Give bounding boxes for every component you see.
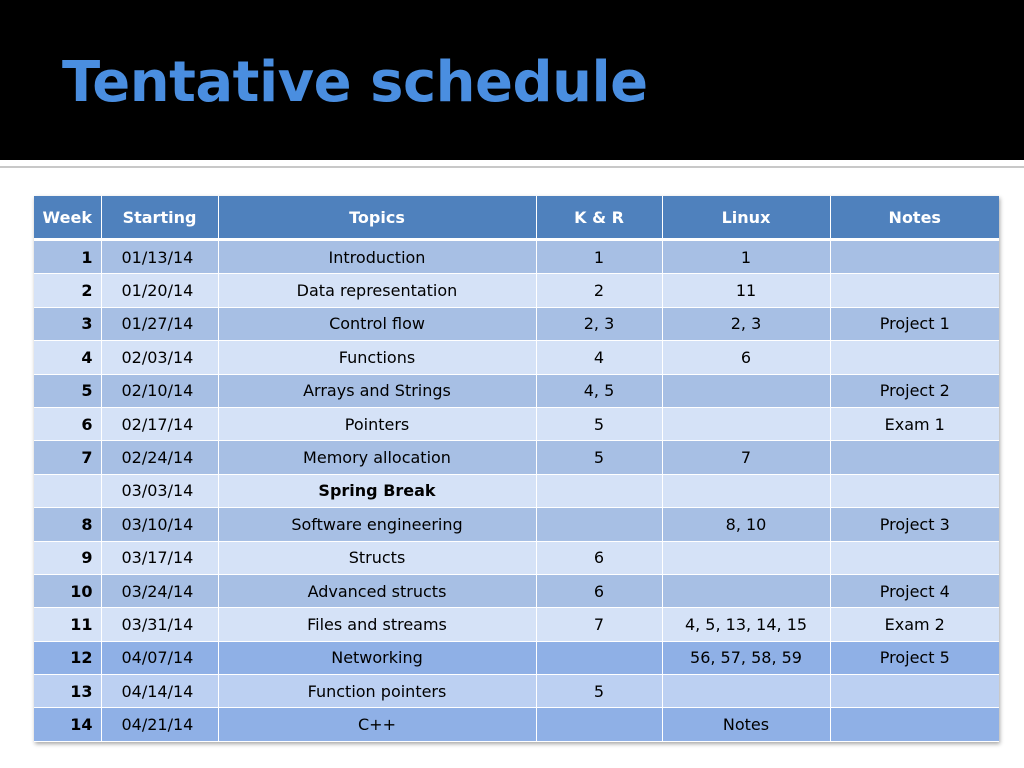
- cell-starting: 02/03/14: [101, 341, 218, 374]
- cell-linux: 56, 57, 58, 59: [662, 641, 830, 674]
- cell-linux: [662, 541, 830, 574]
- cell-topic: Pointers: [218, 407, 536, 440]
- table-body: [34, 240, 999, 742]
- cell-linux: 7: [662, 441, 830, 474]
- cell-linux: 6: [662, 341, 830, 374]
- cell-starting: 03/10/14: [101, 508, 218, 541]
- cell-linux: 11: [662, 274, 830, 307]
- table-row: [34, 574, 999, 607]
- cell-week: 14: [34, 708, 101, 741]
- slide-title: Tentative schedule: [62, 50, 648, 115]
- cell-kr: [536, 508, 662, 541]
- cell-topic: Software engineering: [218, 508, 536, 541]
- cell-topic: Memory allocation: [218, 441, 536, 474]
- cell-kr: 2: [536, 274, 662, 307]
- cell-starting: 01/13/14: [101, 240, 218, 274]
- cell-week: 9: [34, 541, 101, 574]
- table-row: [34, 240, 999, 274]
- cell-kr: [536, 641, 662, 674]
- cell-topic: Advanced structs: [218, 574, 536, 607]
- cell-notes: Exam 2: [830, 608, 999, 641]
- cell-starting: 02/17/14: [101, 407, 218, 440]
- table-row: [34, 374, 999, 407]
- cell-kr: 6: [536, 541, 662, 574]
- cell-notes: Exam 1: [830, 407, 999, 440]
- cell-topic: Control flow: [218, 307, 536, 340]
- cell-linux: [662, 407, 830, 440]
- cell-topic: C++: [218, 708, 536, 741]
- cell-starting: 02/24/14: [101, 441, 218, 474]
- table-row: [34, 675, 999, 708]
- cell-week: 13: [34, 675, 101, 708]
- cell-topic: Structs: [218, 541, 536, 574]
- header-linux: Linux: [662, 196, 830, 240]
- table-row: [34, 508, 999, 541]
- cell-starting: 01/20/14: [101, 274, 218, 307]
- table-row: [34, 407, 999, 440]
- cell-linux: 4, 5, 13, 14, 15: [662, 608, 830, 641]
- schedule-table: [34, 196, 999, 742]
- table-header-row: [34, 196, 999, 240]
- cell-week: 7: [34, 441, 101, 474]
- cell-starting: 01/27/14: [101, 307, 218, 340]
- cell-topic: Files and streams: [218, 608, 536, 641]
- cell-notes: Project 3: [830, 508, 999, 541]
- table-row: [34, 341, 999, 374]
- cell-week: 6: [34, 407, 101, 440]
- cell-notes: [830, 441, 999, 474]
- cell-week: 2: [34, 274, 101, 307]
- cell-notes: [830, 474, 999, 507]
- header-week: Week: [34, 196, 101, 240]
- cell-linux: [662, 675, 830, 708]
- table-row: [34, 274, 999, 307]
- cell-week: 3: [34, 307, 101, 340]
- cell-linux: Notes: [662, 708, 830, 741]
- table-row: [34, 441, 999, 474]
- table-row: [34, 708, 999, 741]
- cell-notes: Project 2: [830, 374, 999, 407]
- cell-starting: 03/17/14: [101, 541, 218, 574]
- cell-notes: [830, 274, 999, 307]
- title-divider-shadow: [0, 166, 1024, 168]
- cell-linux: [662, 574, 830, 607]
- cell-linux: 8, 10: [662, 508, 830, 541]
- cell-week: 5: [34, 374, 101, 407]
- cell-kr: [536, 474, 662, 507]
- cell-notes: [830, 240, 999, 274]
- table-row: [34, 307, 999, 340]
- cell-week: 8: [34, 508, 101, 541]
- cell-kr: 1: [536, 240, 662, 274]
- table-row: [34, 541, 999, 574]
- cell-linux: [662, 474, 830, 507]
- schedule-table-container: [34, 196, 999, 742]
- cell-kr: 2, 3: [536, 307, 662, 340]
- title-bar: [0, 0, 1024, 160]
- table-row: [34, 474, 999, 507]
- header-topics: Topics: [218, 196, 536, 240]
- cell-starting: 02/10/14: [101, 374, 218, 407]
- cell-week: 4: [34, 341, 101, 374]
- table-row: [34, 608, 999, 641]
- cell-starting: 03/31/14: [101, 608, 218, 641]
- cell-notes: [830, 708, 999, 741]
- cell-kr: [536, 708, 662, 741]
- cell-notes: Project 1: [830, 307, 999, 340]
- cell-topic: Introduction: [218, 240, 536, 274]
- cell-week: 11: [34, 608, 101, 641]
- cell-topic: Function pointers: [218, 675, 536, 708]
- cell-kr: 5: [536, 407, 662, 440]
- header-kr: K & R: [536, 196, 662, 240]
- cell-week: 12: [34, 641, 101, 674]
- cell-linux: 1: [662, 240, 830, 274]
- cell-starting: 04/21/14: [101, 708, 218, 741]
- cell-notes: [830, 675, 999, 708]
- header-starting: Starting: [101, 196, 218, 240]
- cell-topic: Spring Break: [218, 474, 536, 507]
- cell-topic: Networking: [218, 641, 536, 674]
- cell-kr: 5: [536, 675, 662, 708]
- cell-week: 10: [34, 574, 101, 607]
- cell-starting: 04/07/14: [101, 641, 218, 674]
- cell-notes: [830, 541, 999, 574]
- cell-topic: Functions: [218, 341, 536, 374]
- cell-kr: 7: [536, 608, 662, 641]
- cell-starting: 04/14/14: [101, 675, 218, 708]
- cell-notes: Project 5: [830, 641, 999, 674]
- cell-starting: 03/03/14: [101, 474, 218, 507]
- cell-topic: Data representation: [218, 274, 536, 307]
- cell-kr: 6: [536, 574, 662, 607]
- cell-week: [34, 474, 101, 507]
- header-notes: Notes: [830, 196, 999, 240]
- cell-starting: 03/24/14: [101, 574, 218, 607]
- cell-kr: 4, 5: [536, 374, 662, 407]
- cell-notes: Project 4: [830, 574, 999, 607]
- cell-kr: 4: [536, 341, 662, 374]
- cell-topic: Arrays and Strings: [218, 374, 536, 407]
- cell-linux: 2, 3: [662, 307, 830, 340]
- cell-kr: 5: [536, 441, 662, 474]
- cell-week: 1: [34, 240, 101, 274]
- table-row: [34, 641, 999, 674]
- cell-linux: [662, 374, 830, 407]
- cell-notes: [830, 341, 999, 374]
